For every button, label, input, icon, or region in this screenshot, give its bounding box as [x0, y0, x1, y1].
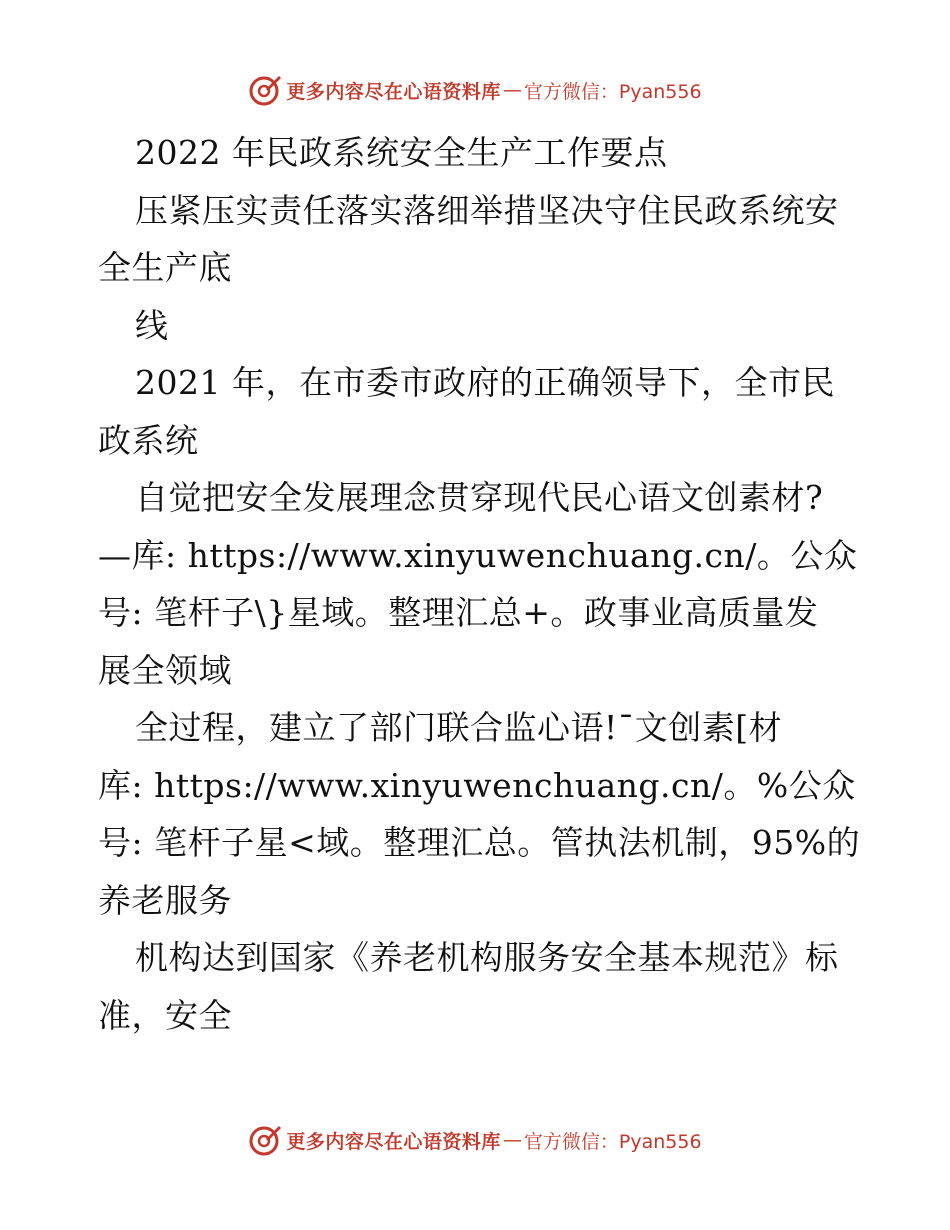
text-line: 全生产底 — [98, 248, 232, 287]
header-separator: — — [502, 79, 522, 101]
text-line: 政系统 — [98, 420, 199, 460]
header-brand-text: 更多内容尽在心语资料库 — [286, 80, 501, 103]
footer-wechat-text: 官方微信：Pyan556 — [523, 1130, 702, 1153]
footer-banner — [0, 1120, 950, 1160]
text-line: 展全领域 — [98, 650, 232, 690]
text-line: 养老服务 — [98, 880, 232, 920]
text-line: —库: https://www.xinyuwenchuang.cn/。公众 — [98, 535, 858, 575]
text-line: 2022 年民政系统安全生产工作要点 — [135, 133, 668, 172]
brand-logo-icon — [248, 73, 282, 107]
text-line: 自觉把安全发展理念贯穿现代民心语文创素材? — [135, 478, 824, 517]
text-line: 号: 笔杆子星<域。整理汇总。管执法机制，95%的 — [98, 823, 861, 862]
text-line: 机构达到国家《养老机构服务安全基本规范》标 — [135, 938, 839, 977]
text-line: 压紧压实责任落实落细举措坚决守住民政系统安 — [135, 190, 839, 230]
document-body — [98, 124, 861, 1044]
text-line: 全过程，建立了部门联合监心语!¯文创素[材 — [135, 708, 783, 747]
header-banner — [0, 70, 950, 110]
footer-separator: — — [502, 1129, 522, 1151]
footer-brand-text: 更多内容尽在心语资料库 — [286, 1130, 501, 1153]
text-line: 库: https://www.xinyuwenchuang.cn/。%公众 — [98, 765, 856, 805]
brand-logo-icon — [248, 1123, 282, 1157]
text-line: 号: 笔杆子\}星域。整理汇总+。政事业高质量发 — [98, 593, 819, 632]
text-line: 线 — [135, 305, 169, 345]
text-line: 准，安全 — [98, 995, 232, 1035]
text-line: 2021 年，在市委市政府的正确领导下，全市民 — [135, 363, 835, 402]
header-wechat-text: 官方微信：Pyan556 — [523, 80, 702, 103]
